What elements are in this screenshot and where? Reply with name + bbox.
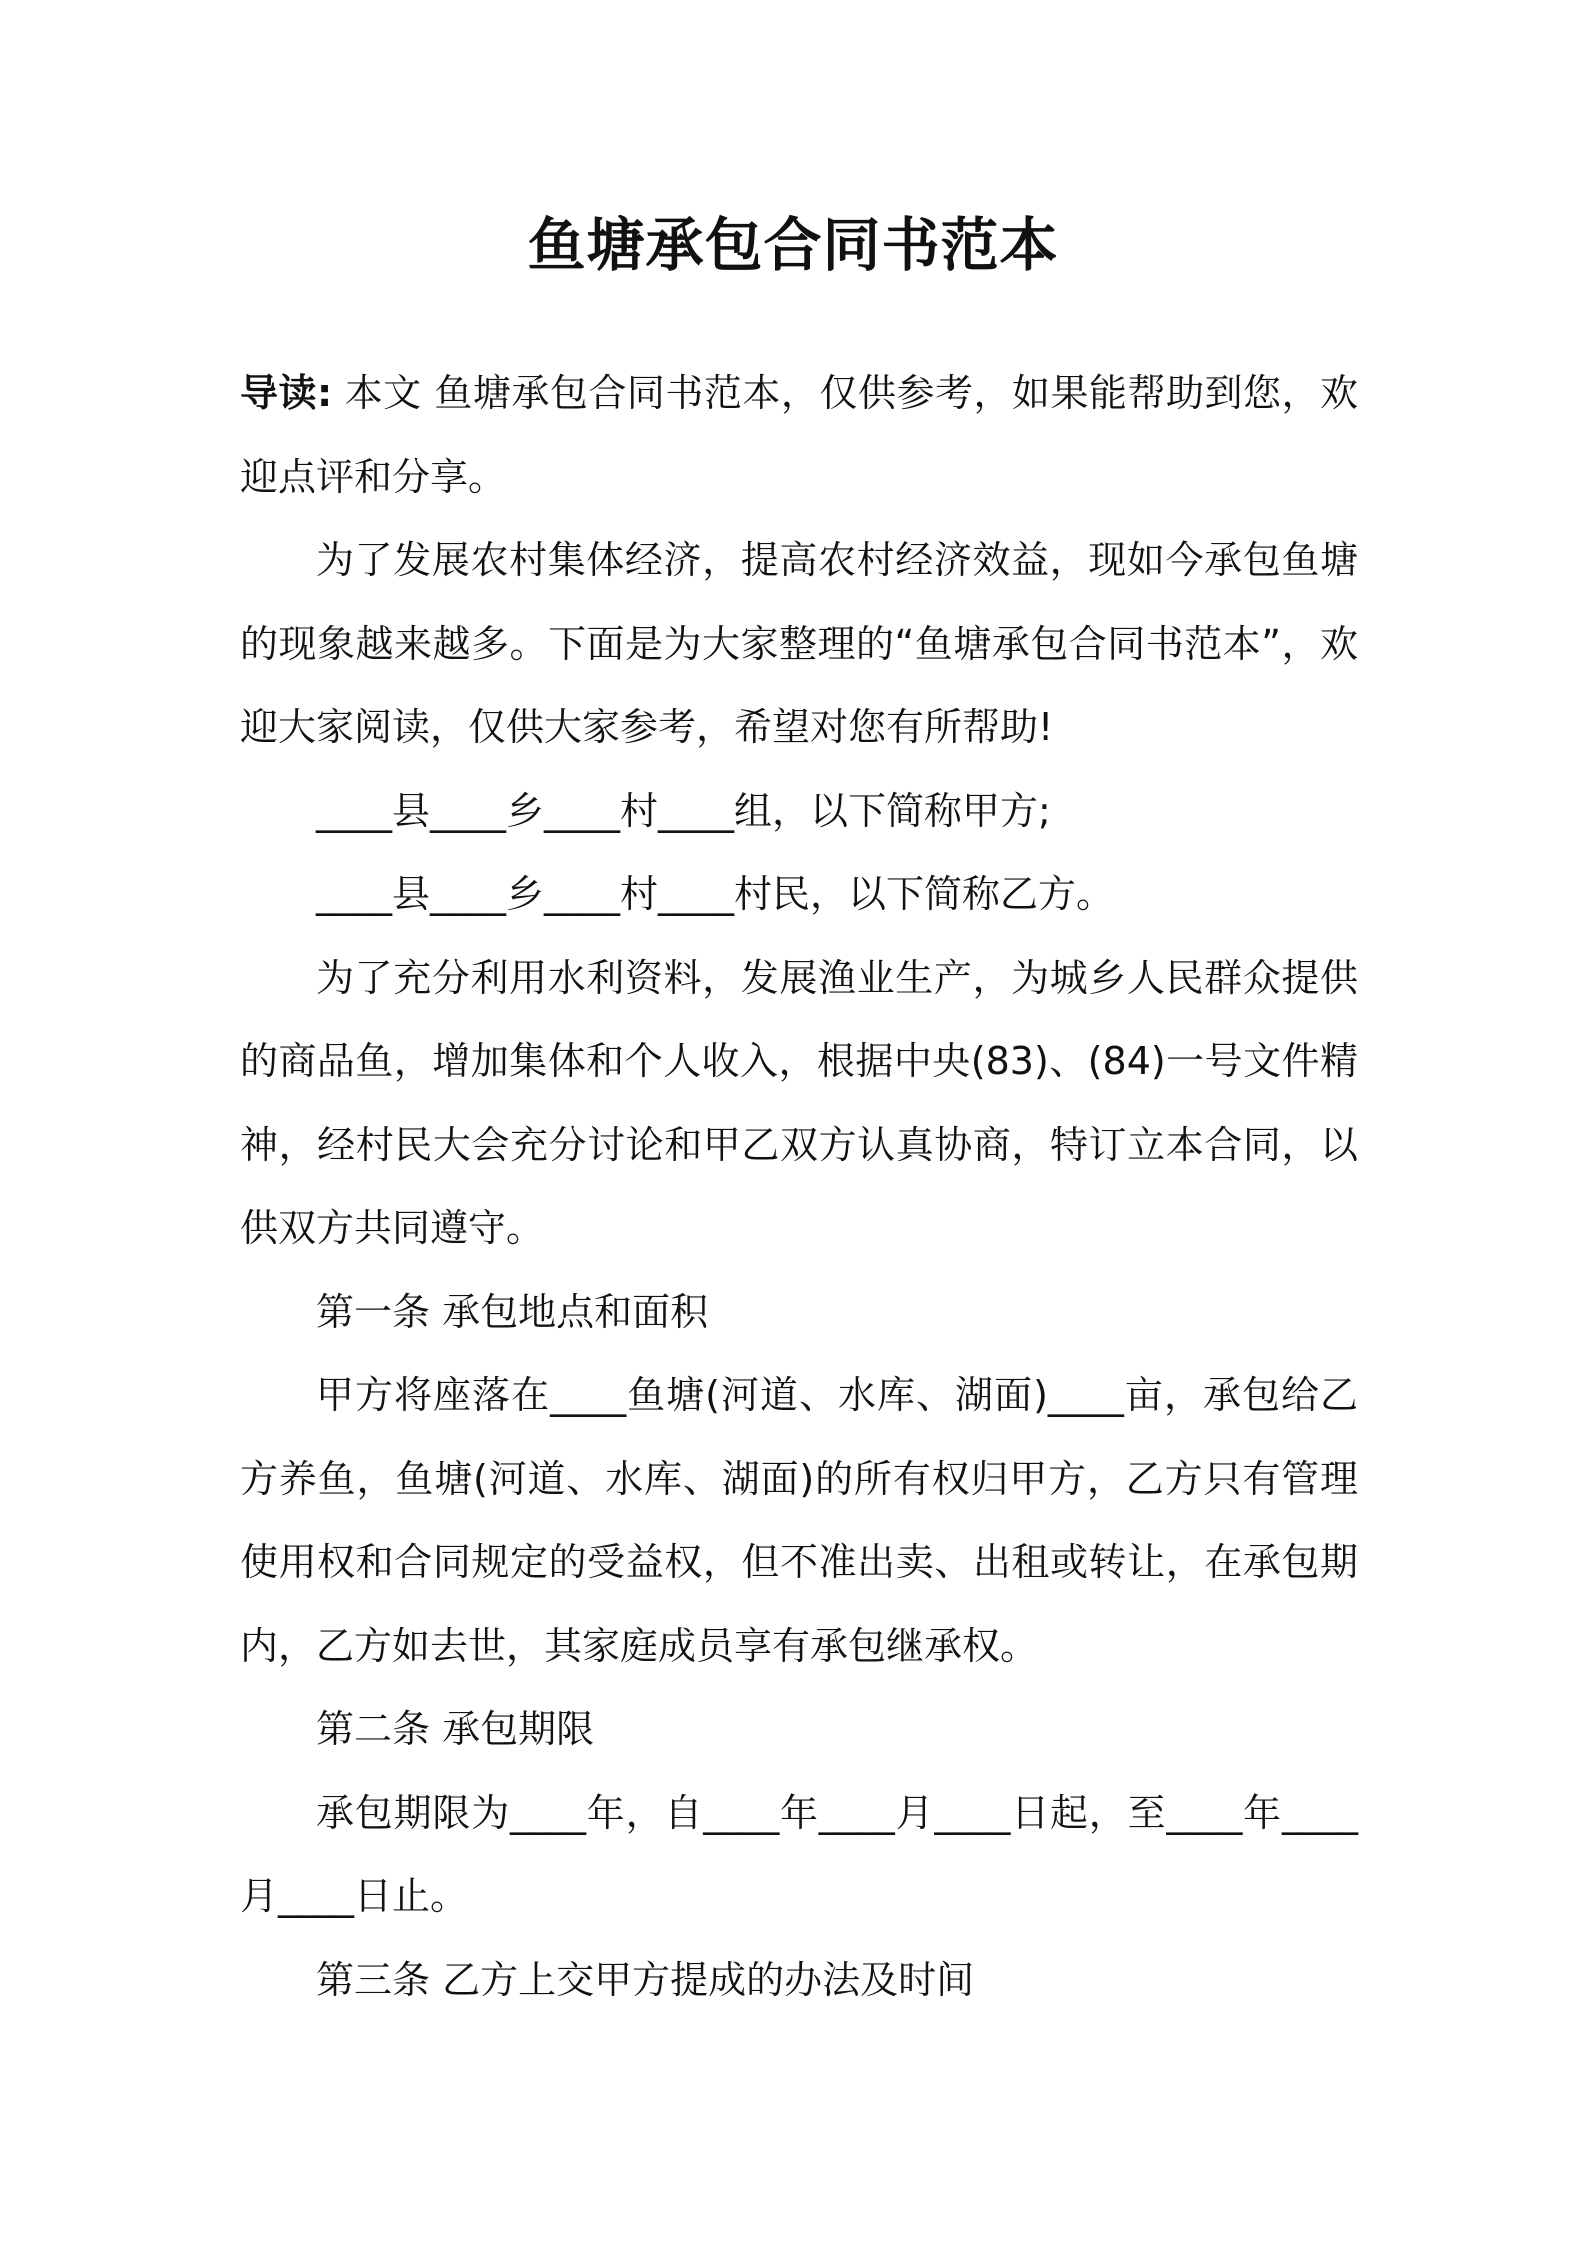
article-1-text: 甲方将座落在____鱼塘(河道、水库、湖面)____亩，承包给乙方养鱼，鱼塘(河道、水库、湖面)的所有权归甲方，乙方只有管理使用权和合同规定的受益权，但不准出卖、出租或转让，在承包期内，乙方如去世，其家庭成员享有承包继承权。 bbox=[240, 1373, 1358, 1668]
article-3-heading: 第三条 乙方上交甲方提成的办法及时间 bbox=[316, 1957, 975, 2002]
background-paragraph: 为了发展农村集体经济，提高农村经济效益，现如今承包鱼塘的现象越来越多。下面是为大家整理的“鱼塘承包合同书范本”，欢迎大家阅读，仅供大家参考，希望对您有所帮助! bbox=[240, 538, 1358, 749]
article-1-heading: 第一条 承包地点和面积 bbox=[316, 1289, 709, 1334]
intro-text: 本文 鱼塘承包合同书范本，仅供参考，如果能帮助到您，欢迎点评和分享。 bbox=[240, 371, 1358, 499]
article-2-heading: 第二条 承包期限 bbox=[316, 1707, 595, 1751]
party-a-line: ____县____乡____村____组，以下简称甲方; bbox=[316, 788, 1051, 833]
article-2-text: 承包期限为____年，自____年____月____日起，至____年____月____日止。 bbox=[240, 1790, 1358, 1918]
document-body bbox=[240, 352, 1358, 2022]
party-b-line: ____县____乡____村____村民，以下简称乙方。 bbox=[316, 872, 1115, 916]
intro-label: 导读: bbox=[240, 371, 333, 415]
document-title: 鱼塘承包合同书范本 bbox=[527, 211, 1059, 279]
intro-paragraph bbox=[240, 352, 1358, 519]
purpose-paragraph: 为了充分利用水利资料，发展渔业生产，为城乡人民群众提供的商品鱼，增加集体和个人收入，根据中央(83)、(84)一号文件精神，经村民大会充分讨论和甲乙双方认真协商，特订立本合同，以供双方共同遵守。 bbox=[240, 955, 1358, 1250]
